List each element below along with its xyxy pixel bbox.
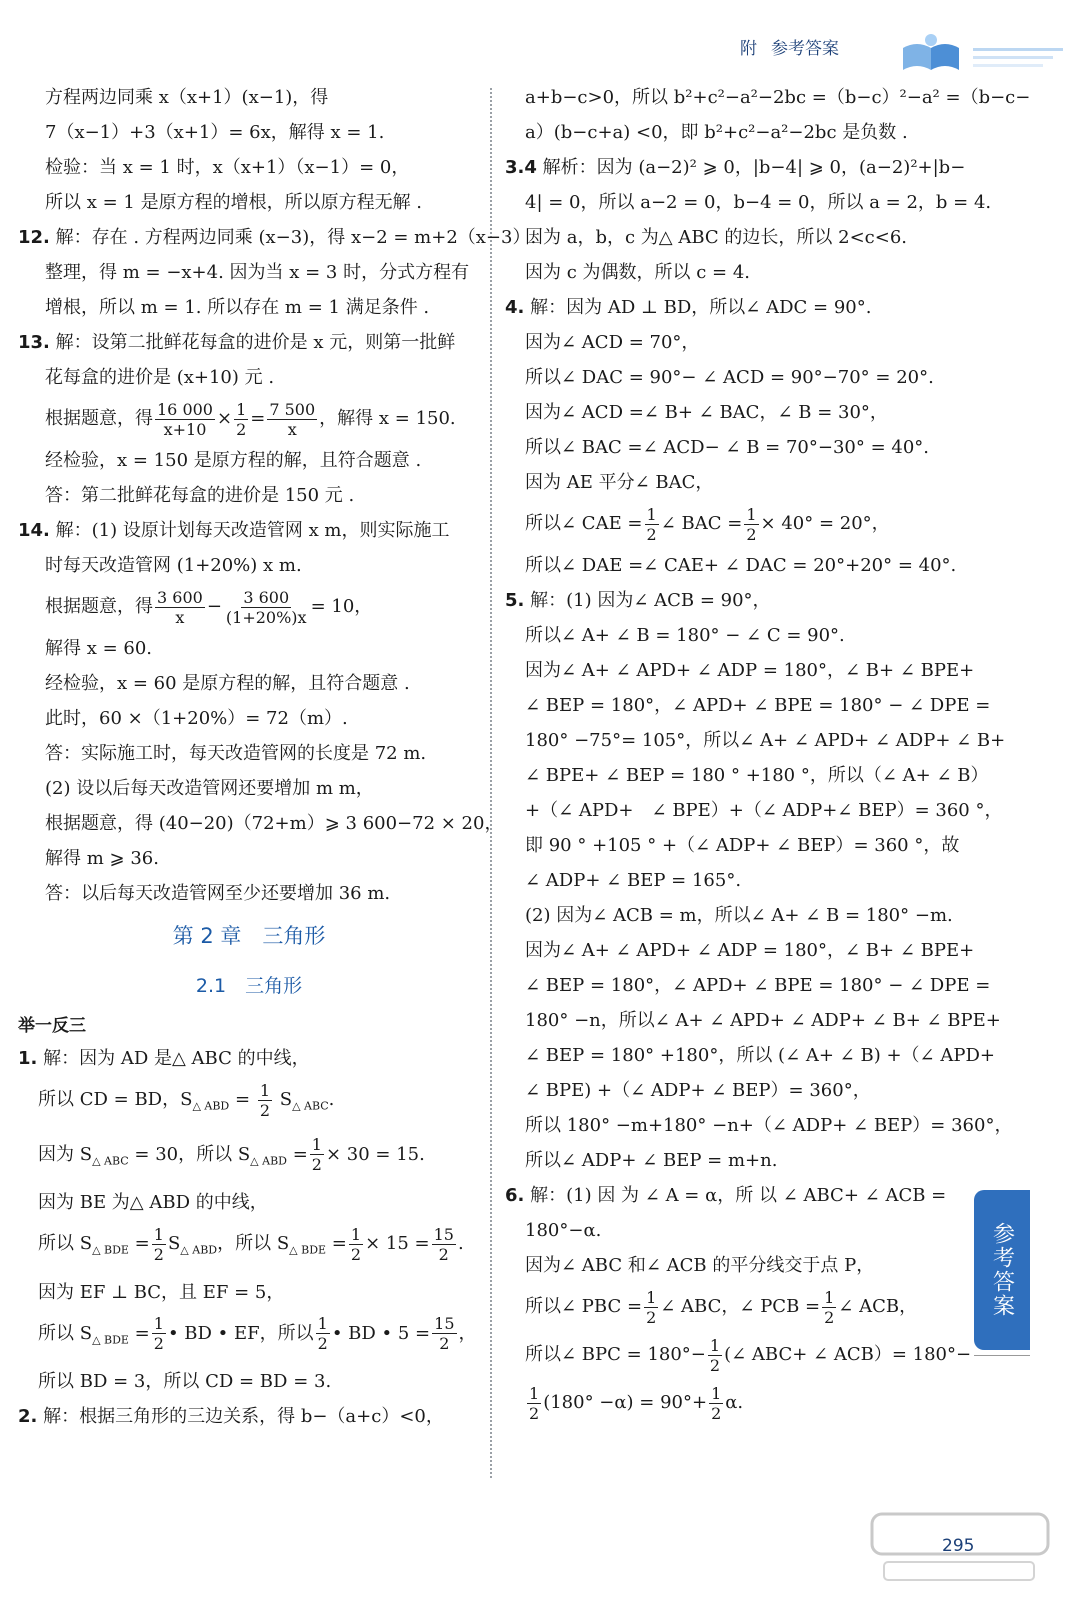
fraction: $\frac{1}{2}$ (709, 1335, 721, 1375)
text-line: ∠ BEP = 180°，∠ APD+ ∠ BPE = 180° − ∠ DPE = (525, 975, 991, 996)
text-line: 解：设第二批鲜花每盒的进价是 x 元，则第一批鲜 (55, 332, 456, 353)
section-title: 2.1 三角形 (195, 975, 303, 997)
page-header (740, 34, 839, 59)
equation-line: 所以∠ CAE = $\frac{1}{2}$ ∠ BAC = $\frac{1}{2}$ × 40° = 20°， (525, 504, 890, 544)
book-logo-icon (895, 30, 1065, 80)
text-line: a+b−c>0，所以 b²+c²−a²−2bc =（b−c）²−a² =（b−c− (525, 87, 1031, 108)
text-line: 因为 BE 为△ ABD 的中线， (38, 1192, 268, 1214)
equation-text: ，解得 x = 150. (319, 408, 456, 429)
text-line: 180° −n，所以∠ A+ ∠ APD+ ∠ ADP+ ∠ B+ ∠ BPE+ (525, 1010, 1001, 1031)
text-line: 花每盒的进价是 (x+10) 元 . (45, 367, 275, 388)
text-line: 答：实际施工时，每天改造管网的长度是 72 m. (45, 743, 427, 764)
equation-line: 所以∠ BPC = 180°− $\frac{1}{2}$ (∠ ABC+ ∠ ACB）= 180°− (525, 1335, 972, 1375)
text-line: 解：因为 AD 是△ ABC 的中线， (43, 1048, 310, 1069)
equation-line: 所以 CD = BD，$S_{\triangle ABD}$ = $\frac{1}{2}$ $S_{\triangle ABC}$. (38, 1080, 335, 1120)
fraction: $\frac{1}{2}$ (317, 1314, 328, 1354)
text-line: a）(b−c+a) <0，即 b²+c²−a²−2bc 是负数 . (525, 122, 908, 143)
equation-line: 因为 $S_{\triangle ABC} = 30$，所以 $S_{\triangle ABD}$ = $\frac{1}{2}$ × 30 = 15. (38, 1135, 425, 1175)
text-line: 因为∠ ABC 和∠ ACB 的平分线交于点 P， (525, 1255, 875, 1276)
equation-text: 根据题意，得 (45, 408, 153, 429)
question-number: 2. (18, 1406, 38, 1428)
question-number: 3.4 (505, 157, 537, 178)
question-number: 14. (18, 520, 50, 541)
text-line: 解：根据三角形的三边关系，得 b−（a+c）<0， (43, 1406, 444, 1428)
question-number: 13. (18, 332, 50, 353)
text-line: 整理，得 m = −x+4. 因为当 x = 3 时，分式方程有 (45, 262, 470, 283)
text-line: 即 90 ° +105 ° +（∠ ADP+ ∠ BEP）= 360 °，故 (525, 835, 960, 856)
text-line: ∠ BPE) +（∠ ADP+ ∠ BEP）= 360°， (525, 1080, 871, 1101)
text-line: 因为∠ A+ ∠ APD+ ∠ ADP = 180°，∠ B+ ∠ BPE+ (525, 940, 975, 961)
text-line: 因为 a，b，c 为△ ABC 的边长，所以 2<c<6. (525, 227, 907, 248)
side-tab-label: 参考答案 (989, 1222, 1015, 1318)
page-number: 295 (942, 1536, 975, 1556)
text-line: 所以 180° −m+180° −n+（∠ ADP+ ∠ BEP）= 360°， (525, 1115, 1013, 1136)
chapter-title: 第 2 章 三角形 (172, 924, 326, 948)
fraction: $\frac{1}{2}$ (711, 1383, 722, 1423)
equation-line: 所以∠ PBC = $\frac{1}{2}$ ∠ ABC，∠ PCB = $\frac{1}{2}$ ∠ ACB， (525, 1287, 918, 1327)
text-line: 所以∠ ADP+ ∠ BEP = m+n. (525, 1150, 778, 1171)
text-line: 解：(1) 设原计划每天改造管网 x m，则实际施工 (55, 520, 450, 541)
text-line: (2) 设以后每天改造管网还要增加 m m， (45, 778, 374, 799)
text-line: 所以∠ A+ ∠ B = 180° − ∠ C = 90°. (525, 625, 845, 646)
answers-side-tab (974, 1190, 1030, 1350)
equation-text: 根据题意，得 (45, 596, 153, 617)
text-line: ∠ BPE+ ∠ BEP = 180 ° +180 °，所以（∠ A+ ∠ B） (525, 765, 989, 786)
text-line: 因为 AE 平分∠ BAC， (525, 472, 714, 493)
text-line: 时每天改造管网 (1+20%) x m. (45, 555, 302, 576)
equation-line: $\frac{1}{2}$ (180° −α) = 90°+ $\frac{1}{2}$ α. (529, 1383, 744, 1423)
fraction: $\frac{1}{2}$ (259, 1080, 270, 1120)
fraction: $\frac{1}{2}$ (350, 1224, 362, 1264)
text-line: 所以 x = 1 是原方程的增根，所以原方程无解 . (45, 192, 423, 213)
equation-line: 所以 $S_{\triangle BDE}$ = $\frac{1}{2}$ $S_{\triangle ABD}$，所以 $S_{\triangle BDE}$ = $\frac{1}{2}$ × 15 = $\frac{15}{2}$ . (38, 1224, 464, 1264)
text-line: 答：以后每天改造管网至少还要增加 36 m. (45, 883, 391, 904)
fraction: $\frac{3 600}{(1+20\%)x}$ (225, 587, 307, 627)
text-line: 增根，所以 m = 1. 所以存在 m = 1 满足条件 . (45, 297, 430, 318)
equation-line: 根据题意，得 $\frac{16 000}{x+10}$ × $\frac{1}{2}$ = $\frac{7 500}{x}$ ，解得 x = 150. (45, 399, 456, 439)
text-line: 解：(1) 因为∠ ACB = 90°， (530, 590, 771, 611)
text-line: 所以∠ DAC = 90°− ∠ ACD = 90°−70° = 20°. (525, 367, 934, 388)
question-number: 4. (505, 297, 525, 318)
side-rule (974, 1355, 1030, 1356)
fraction: $\frac{1}{2}$ (153, 1314, 164, 1354)
fraction: $\frac{1}{2}$ (824, 1287, 835, 1327)
text-line: 此时，60 ×（1+20%）= 72（m）. (45, 708, 348, 729)
equation-line: 根据题意，得 $\frac{3 600}{x}$ − $\frac{3 600}{(1+20\%)x}$ = 10， (45, 587, 373, 627)
text-line: 180° −75°= 105°，所以∠ A+ ∠ APD+ ∠ ADP+ ∠ B+ (525, 730, 1006, 751)
text-line: +（∠ APD+ ∠ BPE）+（∠ ADP+∠ BEP）= 360 °， (525, 800, 1003, 821)
text-line: 方程两边同乘 x（x+1）(x−1)，得 (45, 87, 329, 108)
header-label-a: 附 (740, 39, 757, 59)
text-line: 解得 m ⩾ 36. (45, 848, 159, 869)
text-line: 答：第二批鲜花每盒的进价是 150 元 . (45, 485, 355, 506)
text-line: (2) 因为∠ ACB = m，所以∠ A+ ∠ B = 180° −m. (525, 905, 953, 926)
text-line: 解：因为 AD ⊥ BD，所以∠ ADC = 90°. (530, 297, 872, 318)
fraction: $\frac{1}{2}$ (236, 399, 247, 439)
fraction: $\frac{1}{2}$ (153, 1224, 164, 1264)
fraction: $\frac{16 000}{x+10}$ (157, 399, 213, 439)
equation-line: 所以 $S_{\triangle BDE}$ = $\frac{1}{2}$ • BD • EF，所以 $\frac{1}{2}$ • BD • 5 = $\frac{15}{2}$ ， (38, 1314, 477, 1354)
text-line: 解析：因为 (a−2)² ⩾ 0，|b−4| ⩾ 0，(a−2)²+|b− (542, 157, 966, 178)
column-divider (490, 88, 492, 1478)
text-line: 经检验，x = 60 是原方程的解，且符合题意 . (45, 673, 410, 694)
equation-text: = 10， (310, 596, 373, 617)
question-number: 5. (505, 590, 525, 611)
text-line: 因为∠ ACD = 70°， (525, 332, 700, 353)
text-line: 解：(1) 因 为 ∠ A = α，所 以 ∠ ABC+ ∠ ACB = (530, 1185, 947, 1206)
fraction: $\frac{1}{2}$ (646, 504, 657, 544)
question-number: 6. (505, 1185, 525, 1206)
fraction: $\frac{1}{2}$ (646, 1287, 657, 1327)
text-line: 180°−α. (525, 1220, 602, 1241)
text-line: 根据题意，得 (40−20)（72+m）⩾ 3 600−72 × 20， (45, 813, 503, 834)
text-line: 因为∠ ACD =∠ B+ ∠ BAC，∠ B = 30°， (525, 402, 888, 423)
text-line: 因为 c 为偶数，所以 c = 4. (525, 262, 751, 283)
fraction: $\frac{15}{2}$ (434, 1314, 455, 1354)
text-line: 解：存在 . 方程两边同乘 (x−3)，得 x−2 = m+2（x−3）. (55, 227, 537, 248)
text-line: 所以 BD = 3，所以 CD = BD = 3. (38, 1371, 332, 1393)
fraction: $\frac{7 500}{x}$ (269, 399, 316, 439)
text-line: 所以∠ BAC =∠ ACD− ∠ B = 70°−30° = 40°. (525, 437, 930, 458)
text-line: ∠ BEP = 180°，∠ APD+ ∠ BPE = 180° − ∠ DPE = (525, 695, 991, 716)
text-line: 因为∠ A+ ∠ APD+ ∠ ADP = 180°，∠ B+ ∠ BPE+ (525, 660, 975, 681)
text-line: 因为 EF ⊥ BC，且 EF = 5， (38, 1281, 285, 1303)
fraction: $\frac{1}{2}$ (529, 1383, 540, 1423)
text-line: 经检验，x = 150 是原方程的解，且符合题意 . (45, 450, 422, 471)
fraction: $\frac{1}{2}$ (311, 1135, 322, 1175)
text-line: ∠ ADP+ ∠ BEP = 165°. (525, 870, 742, 891)
text-line: 所以∠ DAE =∠ CAE+ ∠ DAC = 20°+20° = 40°. (525, 555, 957, 576)
header-label-b: 参考答案 (771, 39, 839, 59)
subsection-heading: 举一反三 (18, 1016, 86, 1036)
text-line: ∠ BEP = 180° +180°，所以 (∠ A+ ∠ B) +（∠ APD+ (525, 1045, 995, 1066)
question-number: 1. (18, 1048, 38, 1069)
fraction: $\frac{3 600}{x}$ (157, 587, 203, 627)
fraction: $\frac{1}{2}$ (746, 504, 757, 544)
text-line: 检验：当 x = 1 时，x（x+1）（x−1）= 0， (45, 157, 410, 178)
text-line: 7（x−1）+3（x+1）= 6x，解得 x = 1. (45, 122, 385, 143)
text-line: 4| = 0，所以 a−2 = 0，b−4 = 0，所以 a = 2，b = 4. (525, 192, 992, 213)
question-number: 12. (18, 227, 50, 248)
text-line: 解得 x = 60. (45, 638, 153, 659)
fraction: $\frac{15}{2}$ (433, 1224, 454, 1264)
